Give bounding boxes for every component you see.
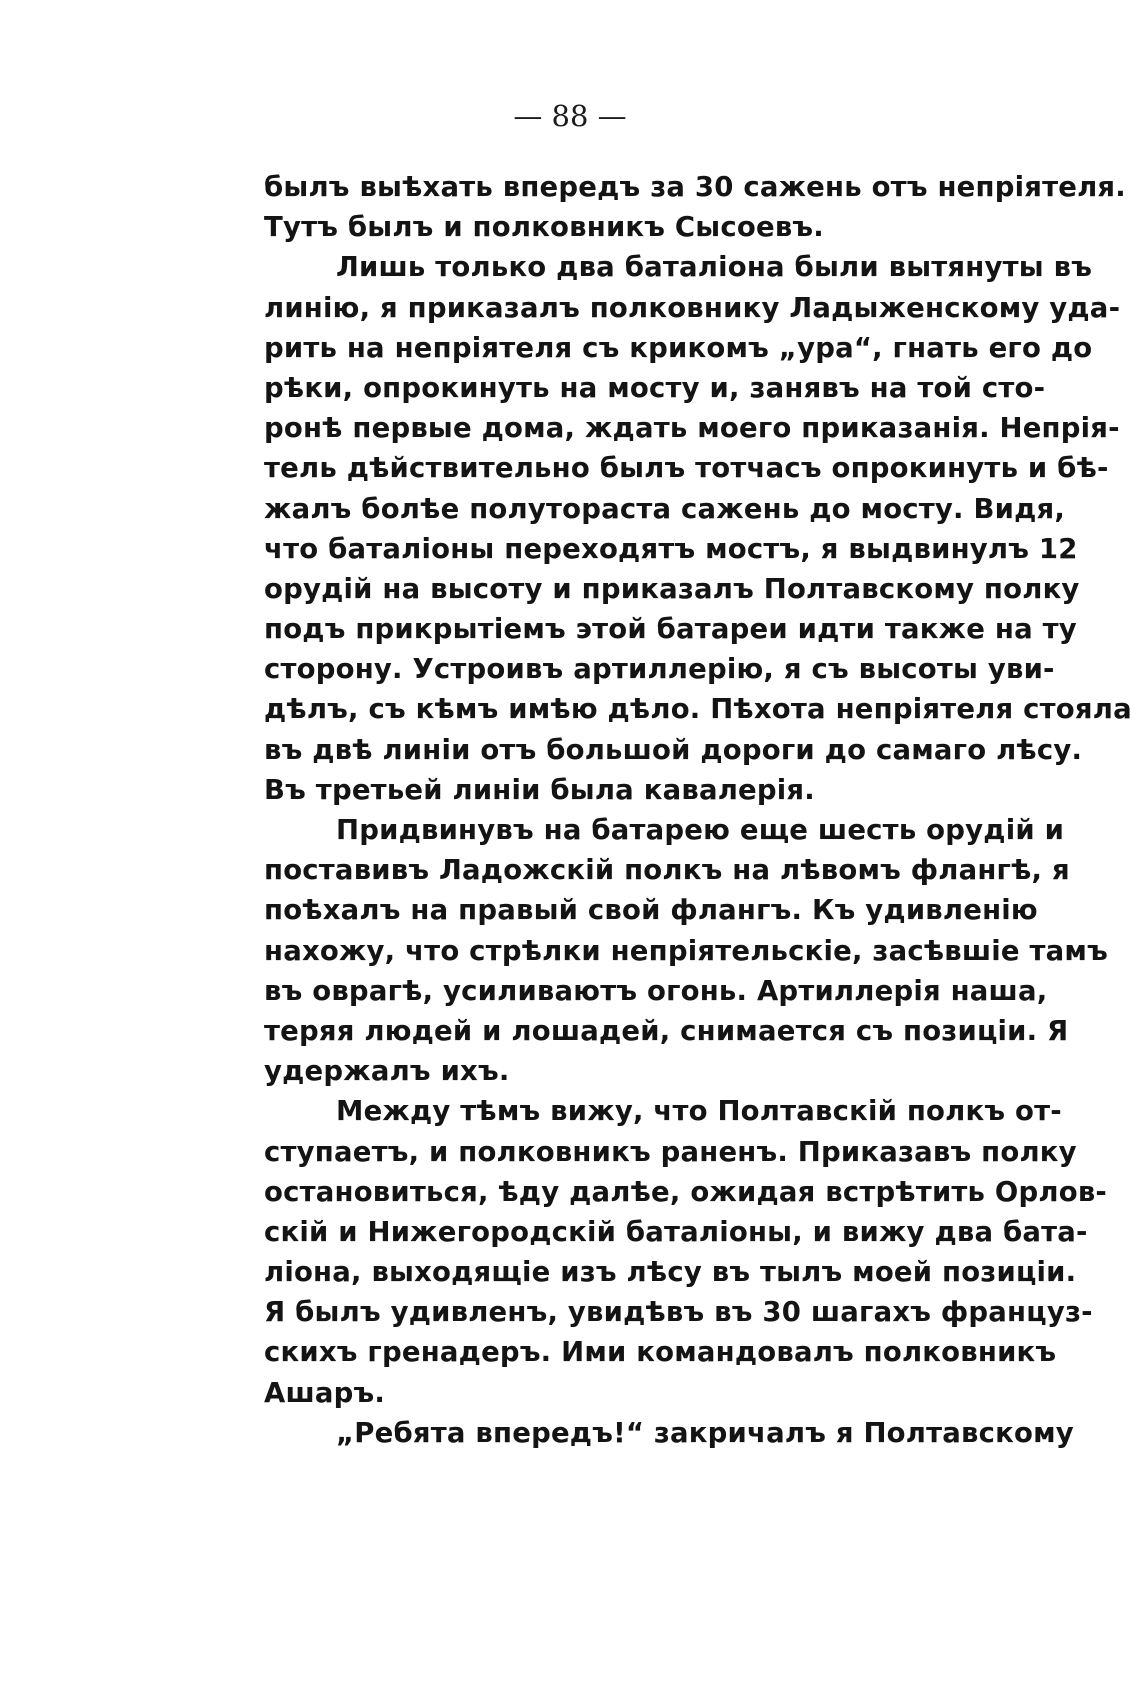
text-line: Придвинувъ на батарею еще шесть орудій и — [336, 814, 1065, 846]
text-line: скихъ гренадеръ. Ими командовалъ полковникъ — [264, 1336, 1057, 1369]
text-line: въ оврагѣ, усиливаютъ огонь. Артиллерія наша, — [264, 974, 1048, 1007]
text-line: нахожу, что стрѣлки непріятельскіе, засѣвшіе тамъ — [264, 934, 1108, 967]
body-text — [264, 167, 1132, 1453]
text-line: въ двѣ линіи отъ большой дороги до самаго лѣсу. — [264, 733, 1083, 766]
text-line: скій и Нижегородскій баталіоны, и вижу два бата- — [264, 1215, 1088, 1248]
text-line: сторону. Устроивъ артиллерію, я съ высоты уви- — [264, 653, 1055, 686]
text-line: Между тѣмъ вижу, что Полтавскій полкъ от- — [336, 1095, 1062, 1128]
text-line: рить на непріятеля съ крикомъ „ура“, гнать его до — [264, 331, 1093, 364]
text-line: удержалъ ихъ. — [264, 1055, 510, 1088]
text-line: Ашаръ. — [264, 1376, 386, 1409]
text-line: поѣхалъ на правый свой флангъ. Къ удивленію — [264, 894, 1038, 927]
text-line: Я былъ удивленъ, увидѣвъ въ 30 шагахъ француз- — [264, 1296, 1093, 1329]
text-line: Въ третьей линіи была кавалерія. — [264, 773, 815, 806]
text-line: рѣки, опрокинуть на мосту и, занявъ на той сто- — [264, 371, 1046, 404]
text-line: Тутъ былъ и полковникъ Сысоевъ. — [264, 211, 824, 244]
page-number: — 88 — — [513, 99, 627, 133]
text-line: ронѣ первые дома, ждать моего приказанія. Непрія- — [264, 412, 1120, 445]
text-line: тель дѣйствительно былъ тотчасъ опрокинуть и бѣ- — [264, 452, 1109, 485]
text-line: Лишь только два баталіона были вытянуты въ — [336, 251, 1093, 284]
text-line: жалъ болѣе полутораста сажень до мосту. Видя, — [264, 492, 1066, 525]
text-line: ліона, выходящіе изъ лѣсу въ тылъ моей позиціи. — [264, 1256, 1077, 1289]
text-line: ступаетъ, и полковникъ раненъ. Приказавъ полку — [264, 1135, 1077, 1168]
text-line: дѣлъ, съ кѣмъ имѣю дѣло. Пѣхота непріятеля стояла — [264, 693, 1132, 726]
text-line: поставивъ Ладожскій полкъ на лѣвомъ флангѣ, я — [264, 854, 1070, 887]
text-line: что баталіоны переходятъ мостъ, я выдвинулъ 12 — [264, 532, 1078, 565]
text-line: орудій на высоту и приказалъ Полтавскому полку — [264, 572, 1080, 605]
text-line: остановиться, ѣду далѣе, ожидая встрѣтить Орлов- — [264, 1175, 1108, 1208]
text-line: „Ребята впередъ!“ закричалъ я Полтавскому — [336, 1416, 1074, 1449]
text-line: линію, я приказалъ полковнику Ладыженскому уда- — [264, 291, 1121, 324]
text-line: былъ выѣхать впередъ за 30 сажень отъ непріятеля. — [264, 171, 1126, 203]
text-line: подъ прикрытіемъ этой батареи идти также на ту — [264, 613, 1077, 646]
text-line: теряя людей и лошадей, снимается съ позиціи. Я — [264, 1014, 1069, 1047]
